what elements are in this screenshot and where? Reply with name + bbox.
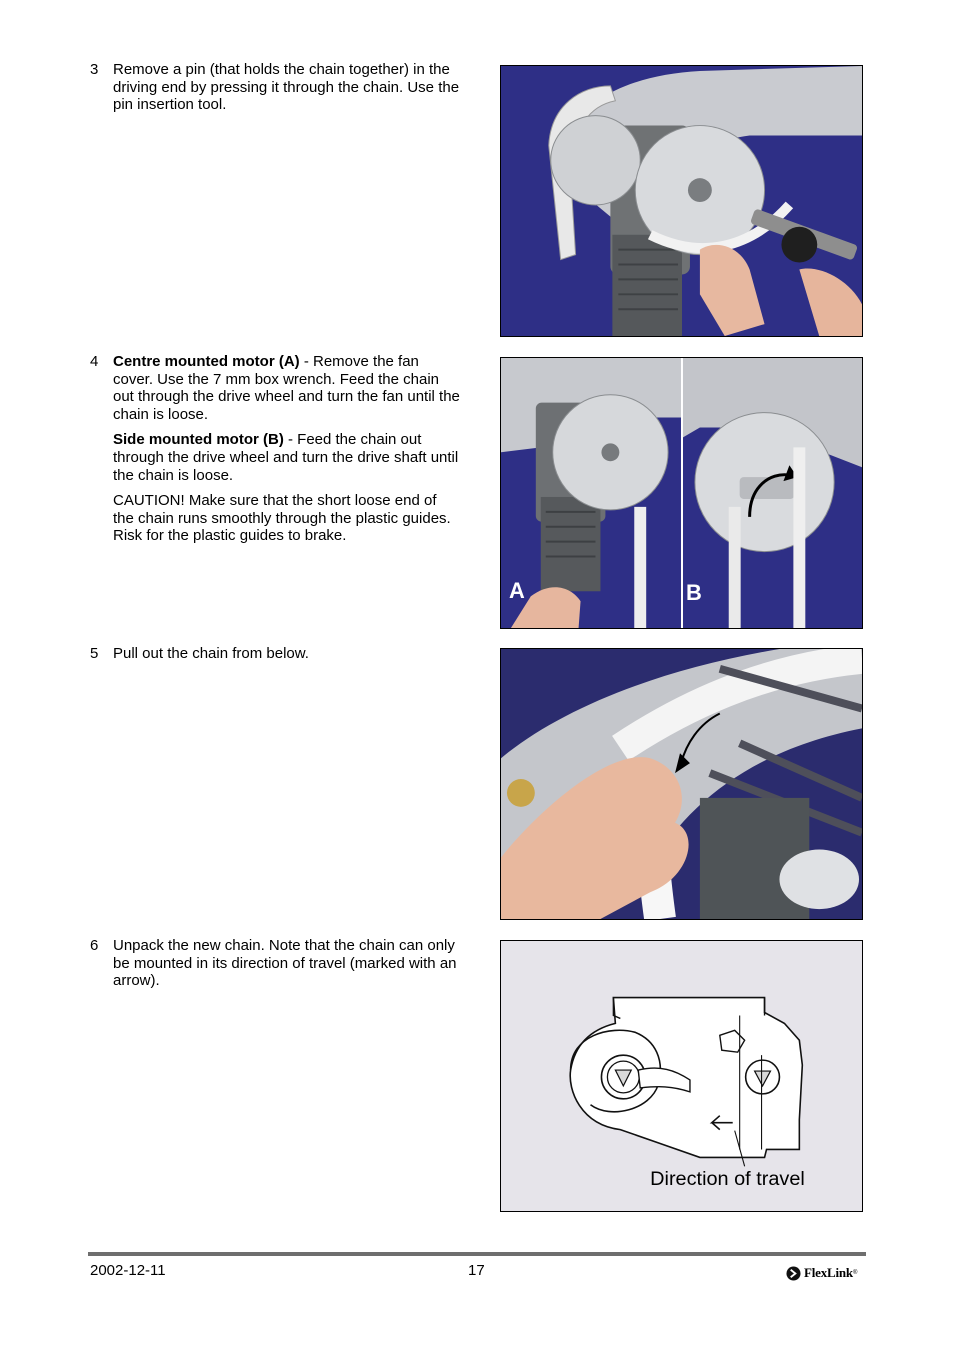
step-text-side-motor: Side mounted motor (B) - Feed the chain out through the drive wheel and turn the drive shaft until the chain is loose.	[113, 431, 459, 484]
centre-motor-heading: Centre mounted motor (A)	[113, 353, 300, 370]
step-text: Unpack the new chain. Note that the chain can only be mounted in its direction of travel (marked with an arrow).	[113, 937, 457, 990]
flexlink-mark-icon	[786, 1266, 801, 1281]
figure-pull-chain-photo	[500, 648, 863, 920]
registered-mark: ®	[852, 1270, 858, 1276]
step-number: 6	[90, 937, 99, 954]
step-4	[90, 353, 460, 553]
step-number: 5	[90, 645, 99, 662]
side-motor-heading: Side mounted motor (B)	[113, 431, 284, 449]
step-text: Pull out the chain from below.	[113, 645, 309, 662]
step-text: Remove a pin (that holds the chain together) in the driving end by pressing it through the chain. Use the pin insertion tool.	[113, 61, 460, 114]
page-number: 17	[468, 1262, 485, 1279]
step-caution: CAUTION! Make sure that the short loose end of the chain runs smoothly through the plastic guides. Risk for the plastic guides to brake.	[113, 492, 451, 545]
figure-motor-types-photo	[500, 357, 863, 629]
figure-pin-removal-photo	[500, 65, 863, 337]
step-number: 3	[90, 61, 99, 78]
step-6	[90, 937, 460, 998]
label-b: B	[685, 580, 702, 606]
step-3	[90, 61, 460, 122]
label-a: A	[508, 578, 525, 604]
flexlink-logo	[786, 1263, 857, 1283]
footer-date: 2002-12-11	[90, 1262, 166, 1279]
step-text-centre-motor: Centre mounted motor (A) - Remove the fan cover. Use the 7 mm box wrench. Feed the chain out through the drive wheel and turn the fan until the chain is loose.	[113, 353, 460, 423]
step-number: 4	[90, 353, 99, 370]
direction-of-travel-caption: Direction of travel	[650, 1168, 805, 1191]
logo-text: FlexLink	[804, 1265, 853, 1280]
figure-chain-link-diagram	[500, 940, 863, 1212]
step-5	[90, 645, 460, 671]
footer-rule	[88, 1252, 866, 1256]
